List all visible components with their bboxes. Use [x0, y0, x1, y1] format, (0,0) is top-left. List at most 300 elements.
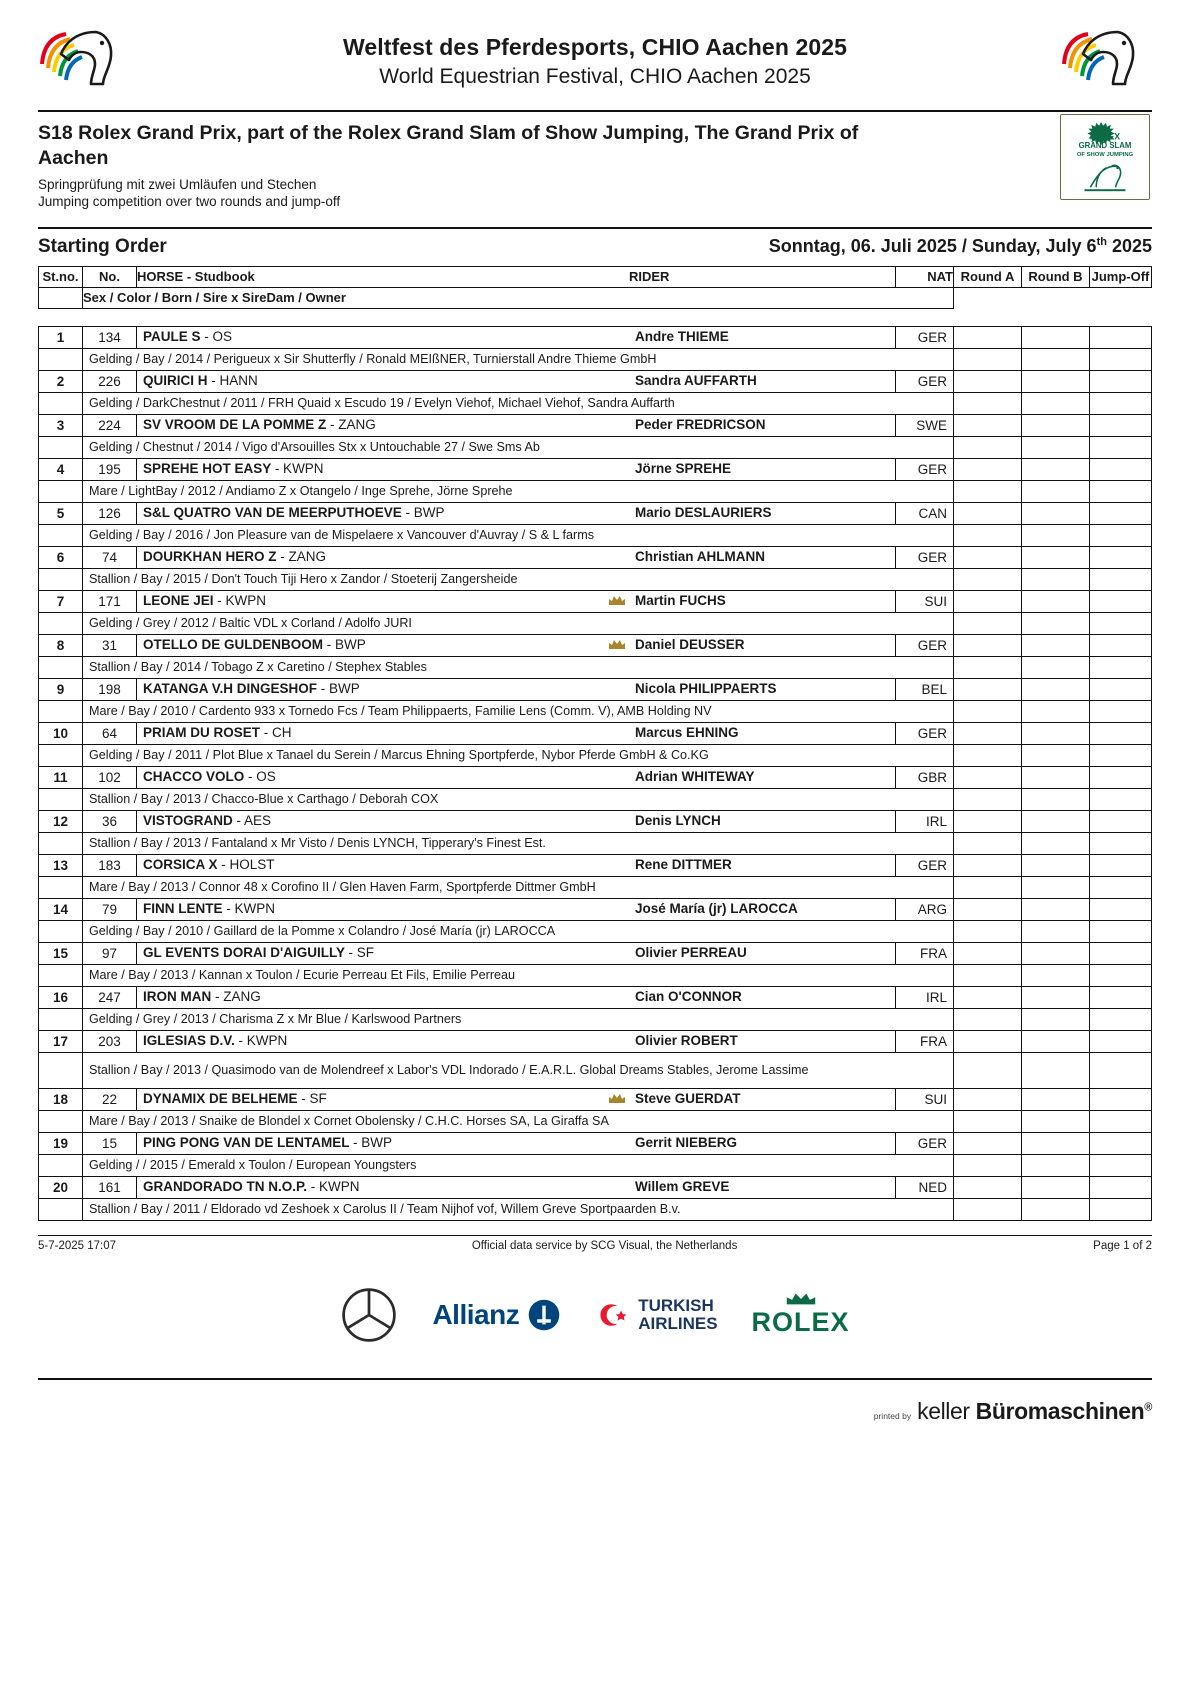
- row-horse-rider: [137, 1176, 896, 1198]
- competition-block: [38, 112, 1152, 217]
- row-round-a-input[interactable]: [954, 568, 1022, 590]
- ta-line1: TURKISH: [638, 1296, 714, 1316]
- row-round-a-input[interactable]: [954, 920, 1022, 942]
- row-round-b-input[interactable]: [1022, 942, 1090, 964]
- detail-spacer: [39, 392, 83, 414]
- slam-logo-line3: OF SHOW JUMPING: [1076, 152, 1134, 159]
- row-jump-off-input[interactable]: [1090, 964, 1152, 986]
- row-round-b-input[interactable]: [1022, 590, 1090, 612]
- row-horse: [143, 901, 275, 916]
- row-horse: [143, 1033, 287, 1048]
- row-round-b-input[interactable]: [1022, 810, 1090, 832]
- slam-logo-line2: GRAND SLAM: [1078, 141, 1132, 151]
- row-stno: 1: [39, 326, 83, 348]
- table-spacer: [39, 308, 1152, 326]
- row-no: 102: [83, 766, 137, 788]
- table-row: [39, 1030, 1152, 1052]
- row-no: 74: [83, 546, 137, 568]
- detail-spacer: [39, 348, 83, 370]
- row-jump-off-input[interactable]: [1090, 876, 1152, 898]
- row-jump-off-input[interactable]: [1090, 568, 1152, 590]
- row-round-a-input[interactable]: [954, 1198, 1022, 1220]
- row-horse-rider: [137, 414, 896, 436]
- row-studbook: - KWPN: [310, 1178, 360, 1194]
- row-round-b-input[interactable]: [1022, 634, 1090, 656]
- row-detail: Mare / Bay / 2013 / Snaike de Blondel x Cornet Obolensky / C.H.C. Horses SA, La Giraffa SA: [83, 1110, 954, 1132]
- row-jump-off-input[interactable]: [1090, 1132, 1152, 1154]
- detail-spacer: [39, 876, 83, 898]
- row-round-a-input[interactable]: [954, 788, 1022, 810]
- row-studbook: - BWP: [405, 504, 445, 520]
- row-horse: [143, 329, 232, 344]
- row-detail: Stallion / Bay / 2013 / Quasimodo van de Molendreef x Labor's VDL Indorado / E.A.R.L. Global Dreams Stables, Jerome Lassime: [83, 1052, 954, 1088]
- row-round-a-input[interactable]: [954, 876, 1022, 898]
- row-rider: Rene DITTMER: [635, 856, 732, 872]
- ta-line2: AIRLINES: [638, 1313, 718, 1333]
- row-jump-off-input[interactable]: [1090, 1110, 1152, 1132]
- detail-spacer: [39, 1154, 83, 1176]
- row-horse-name: KATANGA V.H DINGESHOF: [143, 680, 318, 696]
- row-round-b-input[interactable]: [1022, 612, 1090, 634]
- header-round-a: Round A: [954, 266, 1022, 287]
- row-no: 15: [83, 1132, 137, 1154]
- starting-order-label: Starting Order: [38, 235, 167, 257]
- row-jump-off-input[interactable]: [1090, 414, 1152, 436]
- row-no: 195: [83, 458, 137, 480]
- row-round-a-input[interactable]: [954, 1052, 1022, 1088]
- row-round-b-input[interactable]: [1022, 986, 1090, 1008]
- keller-brand-light: keller: [917, 1397, 976, 1424]
- row-stno: 13: [39, 854, 83, 876]
- row-horse: [143, 857, 275, 872]
- row-round-a-input[interactable]: [954, 1088, 1022, 1110]
- row-jump-off-input[interactable]: [1090, 832, 1152, 854]
- row-nat: CAN: [896, 502, 954, 524]
- row-round-b-input[interactable]: [1022, 568, 1090, 590]
- row-horse: [143, 417, 376, 432]
- row-jump-off-input[interactable]: [1090, 1008, 1152, 1030]
- row-round-a-input[interactable]: [954, 502, 1022, 524]
- row-round-a-input[interactable]: [954, 1176, 1022, 1198]
- row-jump-off-input[interactable]: [1090, 436, 1152, 458]
- row-detail: Stallion / Bay / 2013 / Fantaland x Mr Visto / Denis LYNCH, Tipperary's Finest Est.: [83, 832, 954, 854]
- table-row: [39, 414, 1152, 436]
- row-studbook: - ZANG: [215, 988, 261, 1004]
- competition-title: S18 Rolex Grand Prix, part of the Rolex Grand Slam of Show Jumping, The Grand Prix of Aachen: [38, 122, 859, 169]
- detail-spacer: [39, 436, 83, 458]
- row-rider: Steve GUERDAT: [635, 1090, 741, 1106]
- detail-spacer: [39, 832, 83, 854]
- row-jump-off-input[interactable]: [1090, 370, 1152, 392]
- row-jump-off-input[interactable]: [1090, 1176, 1152, 1198]
- row-round-b-input[interactable]: [1022, 656, 1090, 678]
- table-row: [39, 942, 1152, 964]
- row-horse-name: CORSICA X: [143, 856, 218, 872]
- row-stno: 17: [39, 1030, 83, 1052]
- row-jump-off-input[interactable]: [1090, 854, 1152, 876]
- row-round-b-input[interactable]: [1022, 1008, 1090, 1030]
- header-horse-studbook: - Studbook: [186, 268, 255, 284]
- row-horse: [143, 813, 271, 828]
- row-round-b-input[interactable]: [1022, 700, 1090, 722]
- row-round-a-input[interactable]: [954, 458, 1022, 480]
- row-round-a-input[interactable]: [954, 942, 1022, 964]
- row-detail: Gelding / Bay / 2014 / Perigueux x Sir Shutterfly / Ronald MEIßNER, Turnierstall Andre Thieme GmbH: [83, 348, 954, 370]
- row-jump-off-input[interactable]: [1090, 744, 1152, 766]
- mercedes-benz-logo-icon: [340, 1286, 398, 1344]
- row-round-a-input[interactable]: [954, 392, 1022, 414]
- row-no: 126: [83, 502, 137, 524]
- row-round-b-input[interactable]: [1022, 414, 1090, 436]
- row-round-b-input[interactable]: [1022, 722, 1090, 744]
- row-round-a-input[interactable]: [954, 898, 1022, 920]
- row-round-b-input[interactable]: [1022, 964, 1090, 986]
- row-studbook: - BWP: [326, 636, 366, 652]
- table-row: [39, 590, 1152, 612]
- row-no: 203: [83, 1030, 137, 1052]
- row-round-b-input[interactable]: [1022, 436, 1090, 458]
- row-jump-off-input[interactable]: [1090, 766, 1152, 788]
- detail-spacer: [39, 612, 83, 634]
- row-round-a-input[interactable]: [954, 1110, 1022, 1132]
- row-jump-off-input[interactable]: [1090, 700, 1152, 722]
- turkish-airlines-label: [638, 1297, 717, 1333]
- row-jump-off-input[interactable]: [1090, 1052, 1152, 1088]
- row-horse-name: SPREHE HOT EASY: [143, 460, 272, 476]
- row-nat: IRL: [896, 986, 954, 1008]
- row-stno: 7: [39, 590, 83, 612]
- row-round-a-input[interactable]: [954, 722, 1022, 744]
- row-studbook: - HOLST: [221, 856, 275, 872]
- table-row: [39, 370, 1152, 392]
- row-nat: SUI: [896, 590, 954, 612]
- row-studbook: - KWPN: [274, 460, 324, 476]
- row-rider: Olivier PERREAU: [635, 944, 747, 960]
- header-nat: NAT: [896, 266, 954, 287]
- competition-subtitle-en: Jumping competition over two rounds and jump-off: [38, 193, 341, 209]
- row-round-b-input[interactable]: [1022, 832, 1090, 854]
- detail-spacer: [39, 1110, 83, 1132]
- table-detail-row: [39, 700, 1152, 722]
- row-detail: Gelding / / 2015 / Emerald x Toulon / European Youngsters: [83, 1154, 954, 1176]
- row-jump-off-input[interactable]: [1090, 480, 1152, 502]
- row-round-a-input[interactable]: [954, 744, 1022, 766]
- row-stno: 6: [39, 546, 83, 568]
- table-row: [39, 854, 1152, 876]
- row-rider: Willem GREVE: [635, 1178, 730, 1194]
- row-horse-rider: [137, 986, 896, 1008]
- row-jump-off-input[interactable]: [1090, 942, 1152, 964]
- detail-legend: Sex / Color / Born / Sire x SireDam / Owner: [83, 287, 954, 308]
- row-round-b-input[interactable]: [1022, 766, 1090, 788]
- row-no: 247: [83, 986, 137, 1008]
- chio-aachen-logo-icon: [38, 24, 130, 88]
- allianz-logo-icon: [432, 1298, 561, 1332]
- row-horse-rider: [137, 766, 896, 788]
- row-round-b-input[interactable]: [1022, 744, 1090, 766]
- row-no: 198: [83, 678, 137, 700]
- row-stno: 5: [39, 502, 83, 524]
- row-rider: Marcus EHNING: [635, 724, 739, 740]
- row-round-a-input[interactable]: [954, 370, 1022, 392]
- row-rider: Cian O'CONNOR: [635, 988, 742, 1004]
- row-detail: Mare / Bay / 2013 / Connor 48 x Corofino II / Glen Haven Farm, Sportpferde Dittmer GmbH: [83, 876, 954, 898]
- legend-blank-b: [1022, 287, 1090, 308]
- row-round-a-input[interactable]: [954, 964, 1022, 986]
- row-horse-name: VISTOGRAND: [143, 812, 233, 828]
- header-stno: St.no.: [39, 266, 83, 287]
- row-jump-off-input[interactable]: [1090, 898, 1152, 920]
- table-detail-row: [39, 480, 1152, 502]
- row-no: 171: [83, 590, 137, 612]
- row-round-a-input[interactable]: [954, 436, 1022, 458]
- row-nat: ARG: [896, 898, 954, 920]
- row-round-b-input[interactable]: [1022, 392, 1090, 414]
- row-no: 64: [83, 722, 137, 744]
- row-jump-off-input[interactable]: [1090, 722, 1152, 744]
- row-detail: Mare / Bay / 2013 / Kannan x Toulon / Ecurie Perreau Et Fils, Emilie Perreau: [83, 964, 954, 986]
- legend-spacer-stno: [39, 287, 83, 308]
- row-horse-name: IGLESIAS D.V.: [143, 1032, 235, 1048]
- masthead: [38, 18, 1152, 100]
- row-horse: [143, 637, 366, 652]
- row-round-b-input[interactable]: [1022, 854, 1090, 876]
- row-nat: GER: [896, 722, 954, 744]
- table-row: [39, 810, 1152, 832]
- row-nat: IRL: [896, 810, 954, 832]
- row-round-b-input[interactable]: [1022, 1052, 1090, 1088]
- row-horse-rider: [137, 458, 896, 480]
- row-nat: BEL: [896, 678, 954, 700]
- table-detail-row: [39, 920, 1152, 942]
- row-round-a-input[interactable]: [954, 634, 1022, 656]
- row-detail: Stallion / Bay / 2014 / Tobago Z x Caretino / Stephex Stables: [83, 656, 954, 678]
- row-round-b-input[interactable]: [1022, 480, 1090, 502]
- row-horse-name: PING PONG VAN DE LENTAMEL: [143, 1134, 350, 1150]
- row-round-a-input[interactable]: [954, 766, 1022, 788]
- row-jump-off-input[interactable]: [1090, 678, 1152, 700]
- rolex-grand-slam-logo-icon: [1060, 114, 1150, 200]
- row-round-a-input[interactable]: [954, 480, 1022, 502]
- row-round-b-input[interactable]: [1022, 1110, 1090, 1132]
- row-round-a-input[interactable]: [954, 612, 1022, 634]
- row-studbook: - OS: [204, 328, 233, 344]
- row-studbook: - ZANG: [330, 416, 376, 432]
- row-round-a-input[interactable]: [954, 656, 1022, 678]
- row-studbook: - BWP: [320, 680, 360, 696]
- row-round-b-input[interactable]: [1022, 546, 1090, 568]
- row-round-b-input[interactable]: [1022, 502, 1090, 524]
- row-nat: GER: [896, 546, 954, 568]
- row-nat: GER: [896, 370, 954, 392]
- row-nat: GBR: [896, 766, 954, 788]
- row-round-b-input[interactable]: [1022, 898, 1090, 920]
- row-studbook: - CH: [263, 724, 292, 740]
- row-horse-rider: [137, 590, 896, 612]
- row-studbook: - KWPN: [217, 592, 267, 608]
- row-horse: [143, 1179, 360, 1194]
- footer-timestamp: 5-7-2025 17:07: [38, 1239, 117, 1252]
- row-horse-rider: [137, 1030, 896, 1052]
- row-round-a-input[interactable]: [954, 1132, 1022, 1154]
- row-studbook: - BWP: [353, 1134, 393, 1150]
- row-no: 22: [83, 1088, 137, 1110]
- row-jump-off-input[interactable]: [1090, 1030, 1152, 1052]
- row-horse-rider: [137, 546, 896, 568]
- row-round-b-input[interactable]: [1022, 788, 1090, 810]
- row-horse: [143, 769, 276, 784]
- row-detail: Gelding / Grey / 2013 / Charisma Z x Mr Blue / Karlswood Partners: [83, 1008, 954, 1030]
- row-rider: José María (jr) LAROCCA: [635, 900, 798, 916]
- row-horse-name: LEONE JEI: [143, 592, 214, 608]
- row-horse-rider: [137, 942, 896, 964]
- row-horse: [143, 593, 266, 608]
- table-detail-row: [39, 436, 1152, 458]
- row-detail: Gelding / Grey / 2012 / Baltic VDL x Corland / Adolfo JURI: [83, 612, 954, 634]
- printed-by-label: printed by: [873, 1410, 912, 1421]
- row-horse-rider: [137, 810, 896, 832]
- row-round-a-input[interactable]: [954, 546, 1022, 568]
- detail-spacer: [39, 1008, 83, 1030]
- table-detail-row: [39, 1154, 1152, 1176]
- row-jump-off-input[interactable]: [1090, 920, 1152, 942]
- row-jump-off-input[interactable]: [1090, 1198, 1152, 1220]
- row-rider: Gerrit NIEBERG: [635, 1134, 738, 1150]
- row-jump-off-input[interactable]: [1090, 634, 1152, 656]
- row-round-b-input[interactable]: [1022, 1132, 1090, 1154]
- detail-spacer: [39, 1052, 83, 1088]
- row-horse-name: PAULE S: [143, 328, 201, 344]
- row-round-a-input[interactable]: [954, 1154, 1022, 1176]
- table-row: [39, 766, 1152, 788]
- row-jump-off-input[interactable]: [1090, 392, 1152, 414]
- row-round-a-input[interactable]: [954, 1030, 1022, 1052]
- row-jump-off-input[interactable]: [1090, 612, 1152, 634]
- row-jump-off-input[interactable]: [1090, 458, 1152, 480]
- row-round-b-input[interactable]: [1022, 370, 1090, 392]
- row-jump-off-input[interactable]: [1090, 788, 1152, 810]
- table-row: [39, 458, 1152, 480]
- masthead-titles: [38, 18, 1152, 89]
- row-round-a-input[interactable]: [954, 832, 1022, 854]
- row-jump-off-input[interactable]: [1090, 810, 1152, 832]
- row-round-a-input[interactable]: [954, 854, 1022, 876]
- rolex-logo-icon: [752, 1291, 850, 1338]
- row-no: 134: [83, 326, 137, 348]
- row-round-b-input[interactable]: [1022, 678, 1090, 700]
- row-round-b-input[interactable]: [1022, 1088, 1090, 1110]
- row-round-b-input[interactable]: [1022, 1198, 1090, 1220]
- rolex-crown-icon: [607, 1090, 627, 1106]
- registered-trademark-icon: ®: [1144, 1401, 1152, 1414]
- row-detail: Gelding / DarkChestnut / 2011 / FRH Quaid x Escudo 19 / Evelyn Viehof, Michael Viehof, Sandra Auffarth: [83, 392, 954, 414]
- table-header-legend-row: [39, 287, 1152, 308]
- row-nat: SWE: [896, 414, 954, 436]
- row-horse: [143, 1135, 392, 1150]
- row-no: 36: [83, 810, 137, 832]
- row-jump-off-input[interactable]: [1090, 348, 1152, 370]
- row-round-b-input[interactable]: [1022, 1030, 1090, 1052]
- row-jump-off-input[interactable]: [1090, 1154, 1152, 1176]
- row-round-a-input[interactable]: [954, 700, 1022, 722]
- row-horse-rider: [137, 854, 896, 876]
- row-round-b-input[interactable]: [1022, 1176, 1090, 1198]
- row-round-a-input[interactable]: [954, 524, 1022, 546]
- row-round-b-input[interactable]: [1022, 1154, 1090, 1176]
- table-header-row: [39, 266, 1152, 287]
- row-round-a-input[interactable]: [954, 810, 1022, 832]
- row-round-b-input[interactable]: [1022, 524, 1090, 546]
- starting-order-bar: [38, 229, 1152, 266]
- row-jump-off-input[interactable]: [1090, 590, 1152, 612]
- row-round-b-input[interactable]: [1022, 348, 1090, 370]
- row-jump-off-input[interactable]: [1090, 524, 1152, 546]
- row-round-b-input[interactable]: [1022, 326, 1090, 348]
- row-jump-off-input[interactable]: [1090, 986, 1152, 1008]
- row-no: 79: [83, 898, 137, 920]
- row-horse-name: GL EVENTS DORAI D'AIGUILLY: [143, 944, 345, 960]
- table-detail-row: [39, 744, 1152, 766]
- row-stno: 9: [39, 678, 83, 700]
- table-detail-row: [39, 348, 1152, 370]
- table-row: [39, 678, 1152, 700]
- row-studbook: - ZANG: [280, 548, 327, 564]
- row-stno: 2: [39, 370, 83, 392]
- row-round-b-input[interactable]: [1022, 920, 1090, 942]
- row-round-a-input[interactable]: [954, 678, 1022, 700]
- row-horse-name: QUIRICI H: [143, 372, 208, 388]
- row-round-a-input[interactable]: [954, 986, 1022, 1008]
- legend-blank-c: [1090, 287, 1152, 308]
- competition-subtitle-de: Springprüfung mit zwei Umläufen und Stechen: [38, 176, 317, 192]
- row-horse-rider: [137, 502, 896, 524]
- keller-brand: [917, 1398, 1152, 1425]
- row-studbook: - HANN: [211, 372, 258, 388]
- row-stno: 19: [39, 1132, 83, 1154]
- row-round-b-input[interactable]: [1022, 458, 1090, 480]
- row-jump-off-input[interactable]: [1090, 656, 1152, 678]
- row-nat: GER: [896, 326, 954, 348]
- row-jump-off-input[interactable]: [1090, 502, 1152, 524]
- row-horse: [143, 505, 445, 520]
- table-row: [39, 986, 1152, 1008]
- row-round-a-input[interactable]: [954, 1008, 1022, 1030]
- row-stno: 15: [39, 942, 83, 964]
- row-rider: Adrian WHITEWAY: [635, 768, 755, 784]
- row-horse-name: SV VROOM DE LA POMME Z: [143, 416, 327, 432]
- row-round-a-input[interactable]: [954, 590, 1022, 612]
- row-studbook: - KWPN: [238, 1032, 288, 1048]
- row-jump-off-input[interactable]: [1090, 1088, 1152, 1110]
- detail-spacer: [39, 744, 83, 766]
- turkish-airlines-logo-icon: [595, 1297, 717, 1333]
- row-detail: Gelding / Bay / 2010 / Gaillard de la Pomme x Colandro / José María (jr) LAROCCA: [83, 920, 954, 942]
- row-nat: FRA: [896, 1030, 954, 1052]
- startlist-table: [38, 266, 1152, 1221]
- row-round-a-input[interactable]: [954, 348, 1022, 370]
- row-horse: [143, 549, 326, 564]
- row-detail: Stallion / Bay / 2013 / Chacco-Blue x Carthago / Deborah COX: [83, 788, 954, 810]
- row-round-a-input[interactable]: [954, 414, 1022, 436]
- row-jump-off-input[interactable]: [1090, 326, 1152, 348]
- row-horse-name: DYNAMIX DE BELHEME: [143, 1090, 298, 1106]
- row-no: 226: [83, 370, 137, 392]
- row-jump-off-input[interactable]: [1090, 546, 1152, 568]
- row-round-a-input[interactable]: [954, 326, 1022, 348]
- row-rider: Nicola PHILIPPAERTS: [635, 680, 777, 696]
- detail-spacer: [39, 964, 83, 986]
- row-round-b-input[interactable]: [1022, 876, 1090, 898]
